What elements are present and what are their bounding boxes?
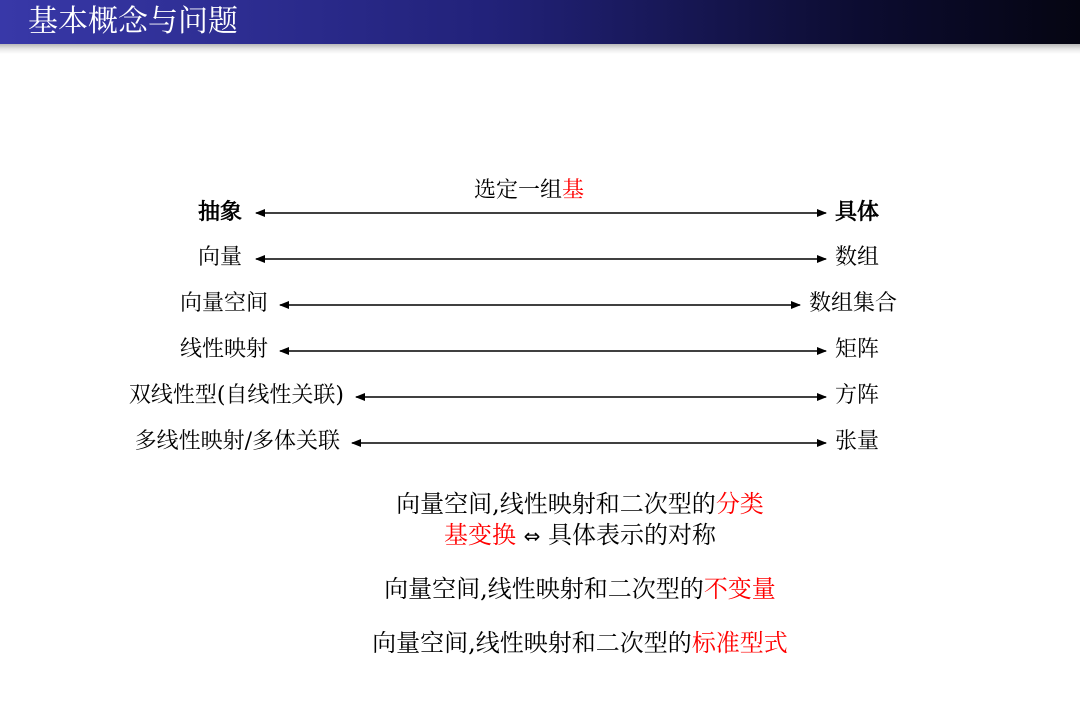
- row-linear-map-left: 线性映射: [179, 337, 268, 362]
- row-multilinear-right: 张量: [835, 429, 880, 454]
- summary-normal-form-highlight: 标准型式: [691, 629, 788, 657]
- summary-basis-change-text: 具体表示的对称: [548, 521, 717, 549]
- row-vector-right: 数组: [835, 245, 880, 270]
- summary-normal-form: [0, 627, 1080, 659]
- equivalence-symbol: ⇔: [523, 524, 541, 548]
- row-abstract-left: 抽象: [197, 199, 242, 225]
- basis-caption-text: 选定一组: [474, 178, 563, 203]
- summary-invariants-highlight: 不变量: [703, 575, 776, 603]
- slide-title: 基本概念与问题: [28, 4, 238, 39]
- row-vector-space-left: 向量空间: [179, 291, 268, 316]
- row-vector-left: 向量: [197, 245, 242, 270]
- basis-caption-highlight: 基: [562, 178, 585, 203]
- row-multilinear-left: 多线性映射/多体关联: [134, 429, 340, 454]
- summary-classification: [0, 488, 1080, 520]
- row-bilinear-right: 方阵: [835, 383, 880, 408]
- summary-basis-change-highlight: 基变换: [443, 521, 516, 549]
- row-vector-space-right: 数组集合: [809, 291, 898, 316]
- summary-basis-change: [0, 519, 1080, 552]
- summary-classification-highlight: 分类: [715, 490, 764, 518]
- summary-normal-form-text: 向量空间,线性映射和二次型的: [372, 629, 692, 657]
- summary-invariants-text: 向量空间,线性映射和二次型的: [384, 575, 704, 603]
- summary-classification-text: 向量空间,线性映射和二次型的: [396, 490, 716, 518]
- row-linear-map-right: 矩阵: [835, 337, 880, 362]
- row-abstract-right: 具体: [835, 199, 880, 225]
- summary-invariants: [0, 573, 1080, 605]
- row-bilinear-left: 双线性型(自线性关联): [128, 383, 344, 408]
